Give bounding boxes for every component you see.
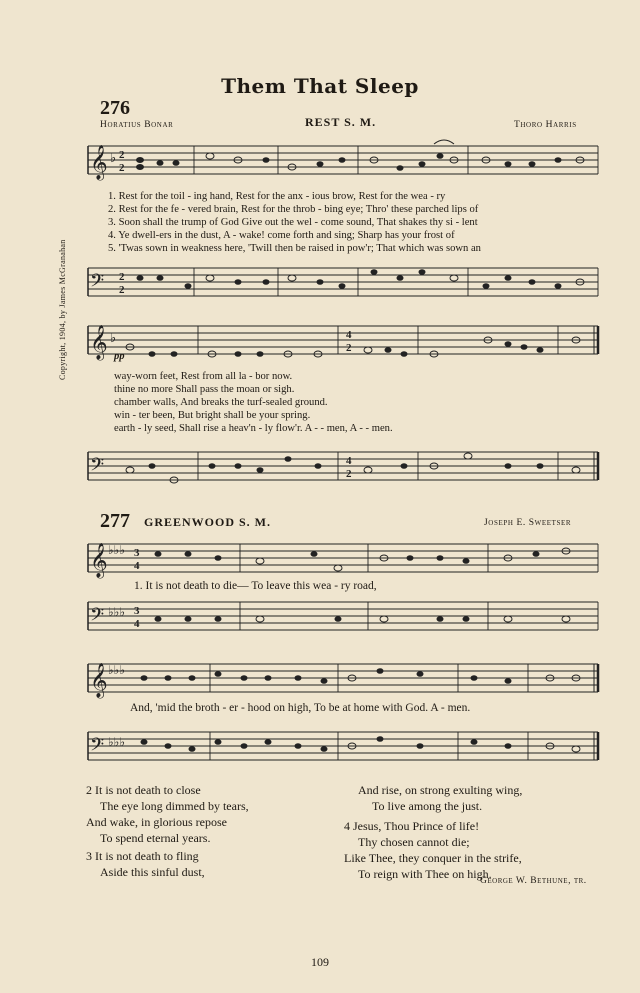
stanza-line: To spend eternal years. [100, 831, 211, 845]
hymn-276-verse-2b: thine no more Shall pass the moan or sigh. [114, 384, 295, 395]
svg-text:♭♭♭: ♭♭♭ [108, 605, 125, 619]
stanza-line: And wake, in glorious repose [86, 815, 227, 829]
bass-clef-icon [90, 271, 104, 296]
stanza-line: 2 It is not death to close [86, 783, 201, 797]
hymn-276-verse-5b: earth - ly seed, Shall rise a heav'n - ly flow'r. A - - men, A - - men. [114, 423, 393, 434]
treble-clef-icon [90, 543, 108, 579]
svg-text:4: 4 [134, 618, 140, 630]
stanza-3 [86, 848, 205, 880]
treble-clef-icon [90, 325, 108, 361]
translator-credit: George W. Bethune, tr. [480, 876, 587, 886]
hymn-277-composer: Joseph E. Sweetser [484, 518, 572, 528]
hymn-276-verse-1a: 1. Rest for the toil - ing hand, Rest for the anx - ious brow, Rest for the wea - ry [108, 191, 446, 202]
hymn-277-treble-staff-2 [88, 658, 600, 702]
svg-text:𝄞: 𝄞 [90, 663, 108, 698]
hymn-276-treble-staff-1 [88, 140, 600, 190]
svg-text:♭♭♭: ♭♭♭ [108, 663, 125, 677]
hymn-276-composer: Thoro Harris [514, 120, 577, 130]
svg-text:𝄞: 𝄞 [90, 325, 108, 360]
stanza-line: 3 It is not death to fling [86, 849, 199, 863]
svg-text:2: 2 [346, 468, 352, 480]
hymn-277-bass-staff-1 [88, 596, 600, 640]
flat-key-signature-icon [108, 605, 125, 619]
hymn-276-bass-staff-1 [88, 256, 600, 306]
svg-text:𝄢: 𝄢 [90, 455, 105, 480]
fermata-icon [434, 140, 454, 144]
svg-text:2: 2 [119, 162, 125, 174]
svg-text:𝄢: 𝄢 [90, 735, 105, 760]
svg-text:𝄢: 𝄢 [90, 271, 105, 296]
stanza-line: To reign with Thee on high. [358, 867, 492, 881]
hymn-277-tune: GREENWOOD S. M. [144, 515, 272, 529]
hymn-276-treble-staff-2 [88, 320, 600, 370]
hymn-276-verse-2a: 2. Rest for the fe - vered brain, Rest for the throb - bing eye; Thro' these parched lips of [108, 204, 479, 215]
bass-clef-icon [90, 455, 104, 480]
svg-text:𝄞: 𝄞 [90, 543, 108, 578]
hymn-276-verse-1b: way-worn feet, Rest from all la - bor now. [114, 371, 293, 382]
hymn-276-verse-3b: chamber walls, And breaks the turf-sealed ground. [114, 397, 328, 408]
svg-text:♭: ♭ [110, 331, 117, 346]
hymn-276-dynamic: pp [114, 351, 125, 362]
bass-clef-icon [90, 735, 104, 760]
hymn-277-treble-staff-1 [88, 538, 600, 582]
page-number: 109 [311, 955, 329, 969]
svg-text:2: 2 [346, 342, 352, 354]
copyright-notice: Copyright, 1904, by James McGranahan [58, 239, 67, 380]
svg-text:𝄢: 𝄢 [90, 605, 105, 630]
hymn-276-verse-5a: 5. 'Twas sown in weakness here, 'Twill then be raised in pow'r; That which was sown an [108, 243, 481, 254]
svg-text:4: 4 [346, 329, 352, 341]
stanza-line: Like Thee, they conquer in the strife, [344, 851, 522, 865]
svg-text:♭♭♭: ♭♭♭ [108, 543, 125, 557]
svg-text:♭♭♭: ♭♭♭ [108, 735, 125, 749]
stanza-line: To live among the just. [372, 799, 483, 813]
stanza-3-continued [358, 782, 522, 814]
stanza-line: Aside this sinful dust, [100, 865, 205, 879]
treble-clef-icon [90, 663, 108, 699]
hymn-276-bass-staff-2 [88, 440, 600, 492]
flat-key-signature-icon [110, 151, 116, 166]
bass-clef-icon [90, 605, 104, 630]
hymn-276-author: Horatius Bonar [100, 120, 174, 130]
svg-text:2: 2 [119, 284, 125, 296]
hymn-276-verse-4a: 4. Ye dwell-ers in the dust, A - wake! come forth and sing; Sharp has your frost of [108, 230, 455, 241]
flat-key-signature-icon [108, 543, 125, 557]
svg-text:4: 4 [134, 560, 140, 572]
svg-text:2: 2 [119, 271, 125, 283]
svg-text:4: 4 [346, 455, 352, 467]
hymn-277-lyrics-1: 1. It is not death to die— To leave this wea - ry road, [134, 580, 377, 592]
hymn-277-bass-staff-2 [88, 724, 600, 770]
hymn-276-tune: REST S. M. [305, 115, 377, 129]
svg-text:♭: ♭ [110, 151, 117, 166]
hymn-276-number: 276 [100, 97, 130, 119]
stanza-4 [344, 818, 522, 882]
hymn-277-number: 277 [100, 510, 130, 532]
stanza-line: The eye long dimmed by tears, [100, 799, 249, 813]
stanza-line: And rise, on strong exulting wing, [358, 783, 523, 797]
svg-text:𝄞: 𝄞 [90, 145, 108, 180]
flat-key-signature-icon [108, 663, 125, 677]
page-title: Them That Sleep [221, 74, 419, 98]
svg-text:3: 3 [134, 547, 140, 559]
hymn-276-verse-3a: 3. Soon shall the trump of God Give out the wel - come sound, That shakes thy si - lent [108, 217, 478, 228]
stanza-line: 4 Jesus, Thou Prince of life! [344, 819, 480, 833]
svg-text:2: 2 [119, 149, 125, 161]
hymn-277-lyrics-2: And, 'mid the broth - er - hood on high, To be at home with God. A - men. [130, 702, 471, 714]
flat-key-signature-icon [108, 735, 125, 749]
svg-text:3: 3 [134, 605, 140, 617]
stanza-2 [86, 782, 249, 846]
hymn-276-verse-4b: win - ter been, But bright shall be your spring. [114, 410, 311, 421]
stanza-line: Thy chosen cannot die; [358, 835, 470, 849]
treble-clef-icon [90, 145, 108, 181]
flat-key-signature-icon [110, 331, 116, 346]
